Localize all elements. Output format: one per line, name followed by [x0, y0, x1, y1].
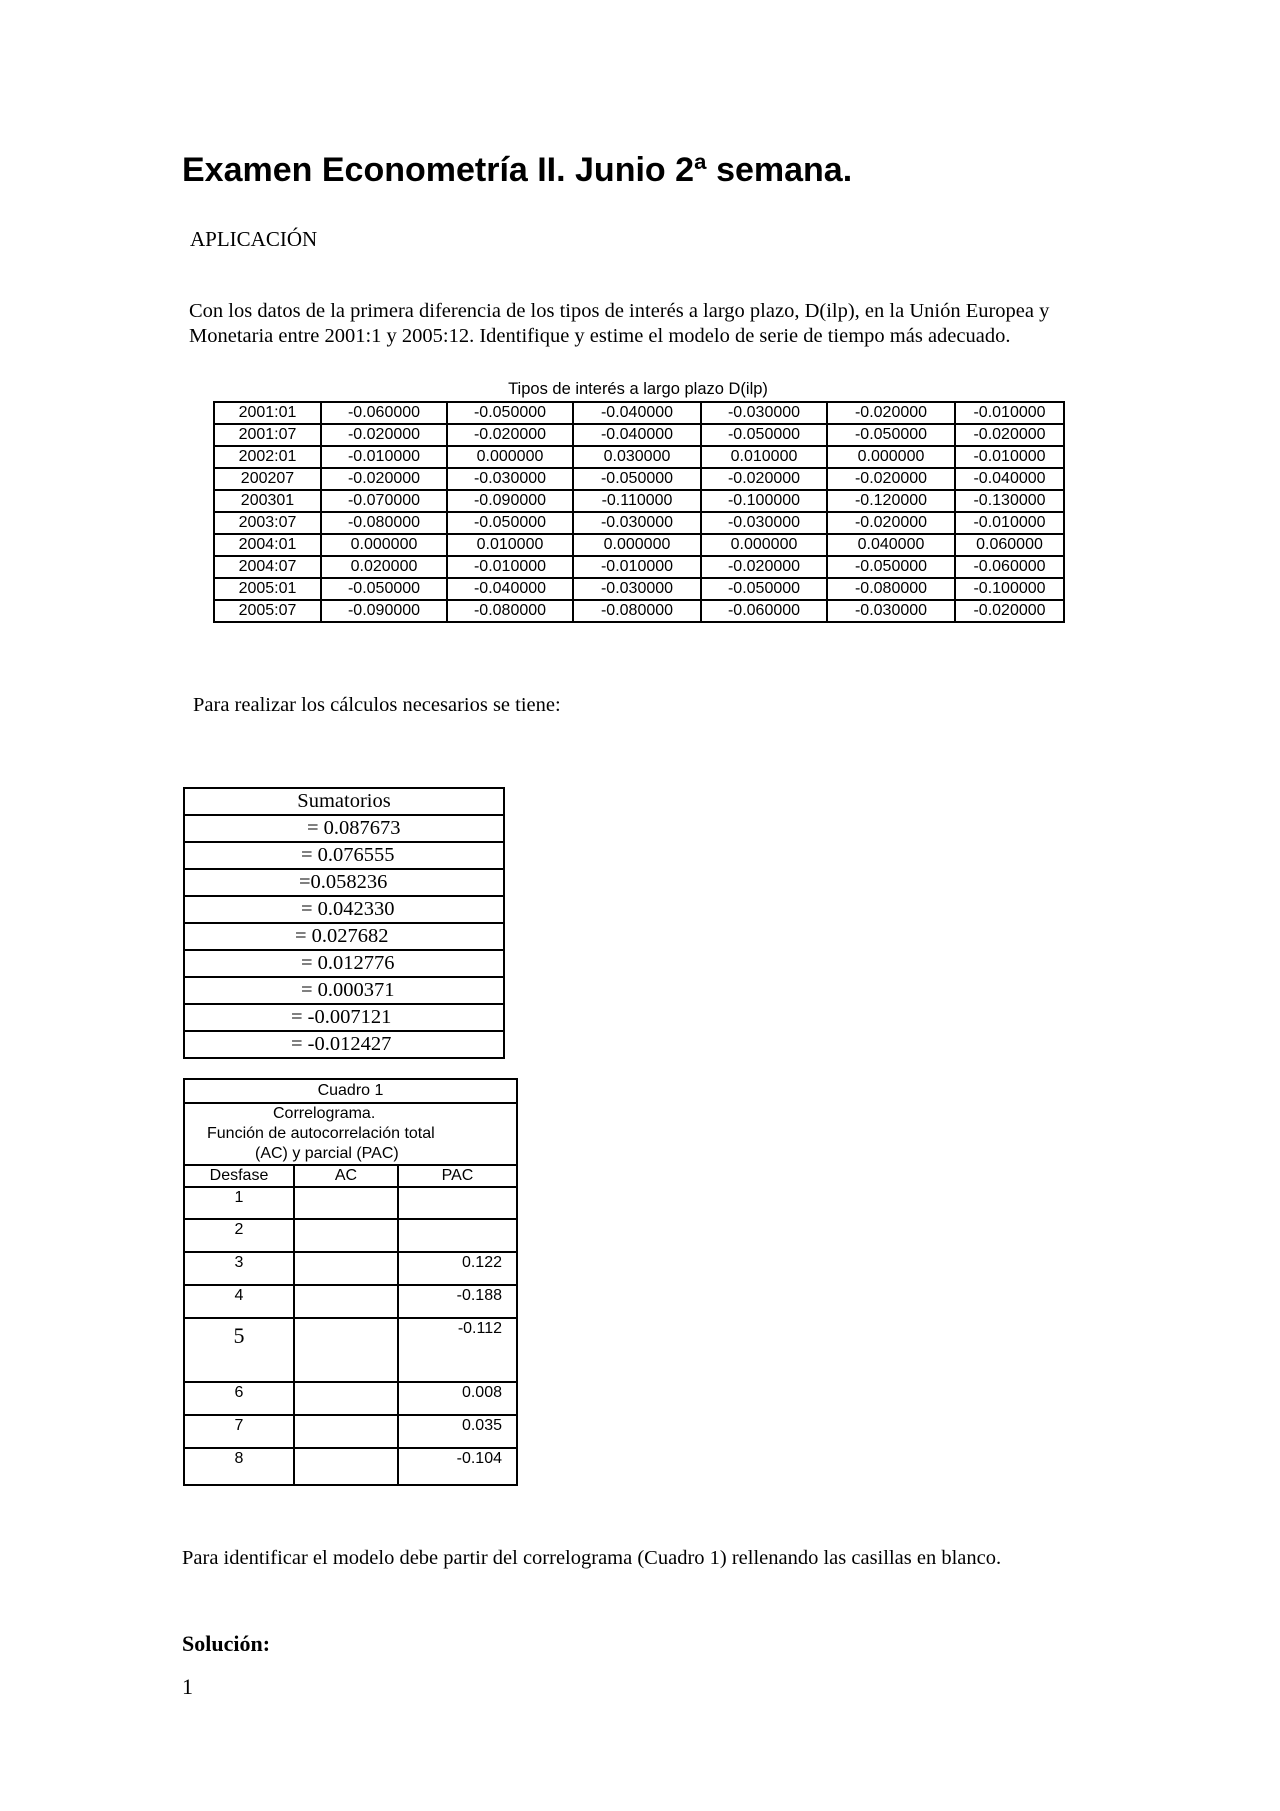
correlogram-header-row [184, 1165, 517, 1187]
correlogram-table [183, 1078, 518, 1486]
correlogram-desc-row [184, 1103, 517, 1165]
correlogram-row [184, 1448, 517, 1485]
rate-cell: -0.030000 [701, 402, 827, 424]
rates-row [214, 446, 1064, 468]
rate-cell: 0.000000 [447, 446, 573, 468]
pac-cell [398, 1187, 517, 1219]
sum-row [184, 1004, 504, 1031]
intro-paragraph: Con los datos de la primera diferencia de los tipos de interés a largo plazo, D(ilp), en la Unión Europea y Monetaria entre 2001:1 y 2005:12. Identifique y estime el modelo de serie de tiempo más adecuado. [189, 300, 1050, 347]
rate-cell: -0.100000 [955, 578, 1064, 600]
rates-row [214, 402, 1064, 424]
lag-cell: 2 [184, 1219, 294, 1252]
sum-value: = 0.027682 [184, 923, 504, 950]
rate-cell: 0.060000 [955, 534, 1064, 556]
pac-cell: -0.112 [398, 1318, 517, 1382]
rates-row [214, 490, 1064, 512]
rate-cell: -0.030000 [573, 578, 701, 600]
rate-cell: -0.080000 [447, 600, 573, 622]
lag-cell: 5 [184, 1318, 294, 1382]
correlogram-title-row [184, 1079, 517, 1103]
rates-row [214, 512, 1064, 534]
period-cell: 2001:07 [214, 424, 321, 446]
calc-intro: Para realizar los cálculos necesarios se tiene: [193, 694, 561, 716]
rate-cell: -0.030000 [827, 600, 955, 622]
sum-row [184, 950, 504, 977]
correlogram-description [184, 1103, 517, 1165]
rate-cell: -0.020000 [955, 600, 1064, 622]
sum-value: = 0.042330 [184, 896, 504, 923]
rates-row [214, 578, 1064, 600]
pac-cell: 0.008 [398, 1382, 517, 1415]
rate-cell: -0.020000 [447, 424, 573, 446]
lag-cell: 1 [184, 1187, 294, 1219]
pac-cell: 0.035 [398, 1415, 517, 1448]
ac-cell [294, 1318, 398, 1382]
rate-cell: -0.020000 [827, 512, 955, 534]
rate-cell: -0.030000 [447, 468, 573, 490]
sum-row [184, 842, 504, 869]
rate-cell: -0.020000 [701, 468, 827, 490]
solution-heading: Solución: [182, 1631, 271, 1656]
correlogram-row [184, 1219, 517, 1252]
rate-cell: 0.010000 [701, 446, 827, 468]
rate-cell: -0.110000 [573, 490, 701, 512]
pac-cell: 0.122 [398, 1252, 517, 1285]
rates-row [214, 556, 1064, 578]
rate-cell: -0.050000 [447, 512, 573, 534]
period-cell: 2004:07 [214, 556, 321, 578]
pac-cell: -0.188 [398, 1285, 517, 1318]
rate-cell: -0.060000 [321, 402, 447, 424]
rate-cell: -0.120000 [827, 490, 955, 512]
lag-cell: 8 [184, 1448, 294, 1485]
col-header-ac: AC [294, 1165, 398, 1187]
correlogram-row [184, 1318, 517, 1382]
rate-cell: 0.020000 [321, 556, 447, 578]
sum-value: = -0.007121 [184, 1004, 504, 1031]
correlogram-row [184, 1415, 517, 1448]
ac-cell [294, 1187, 398, 1219]
rate-cell: -0.020000 [701, 556, 827, 578]
sum-value: = -0.012427 [184, 1031, 504, 1058]
correlogram-row [184, 1252, 517, 1285]
rate-cell: -0.050000 [321, 578, 447, 600]
rate-cell: -0.040000 [955, 468, 1064, 490]
rate-cell: -0.080000 [573, 600, 701, 622]
solution-number: 1 [182, 1674, 193, 1699]
period-cell: 2004:01 [214, 534, 321, 556]
col-header-pac: PAC [398, 1165, 517, 1187]
sum-value: =0.058236 [184, 869, 504, 896]
section-heading: APLICACIÓN [190, 227, 318, 251]
rate-cell: -0.010000 [321, 446, 447, 468]
sum-value: = 0.076555 [184, 842, 504, 869]
sum-value: = 0.000371 [184, 977, 504, 1004]
rate-cell: -0.040000 [573, 424, 701, 446]
ac-cell [294, 1285, 398, 1318]
page-title: Examen Econometría II. Junio 2ª semana. [182, 151, 853, 189]
rate-cell: -0.070000 [321, 490, 447, 512]
rates-row [214, 534, 1064, 556]
lag-cell: 6 [184, 1382, 294, 1415]
period-cell: 200207 [214, 468, 321, 490]
pac-cell: -0.104 [398, 1448, 517, 1485]
correlogram-desc-line: Correlograma. [273, 1105, 376, 1122]
rate-cell: -0.050000 [447, 402, 573, 424]
rate-cell: -0.010000 [955, 512, 1064, 534]
rate-cell: 0.000000 [701, 534, 827, 556]
rate-cell: -0.050000 [701, 424, 827, 446]
rate-cell: -0.010000 [447, 556, 573, 578]
period-cell: 2005:07 [214, 600, 321, 622]
lag-cell: 4 [184, 1285, 294, 1318]
rates-row [214, 600, 1064, 622]
rate-cell: -0.050000 [827, 424, 955, 446]
rates-table-caption: Tipos de interés a largo plazo D(ilp) [508, 380, 768, 398]
correlogram-desc-line: (AC) y parcial (PAC) [255, 1145, 399, 1162]
sums-header: Sumatorios [184, 788, 504, 815]
rate-cell: -0.030000 [573, 512, 701, 534]
rate-cell: 0.010000 [447, 534, 573, 556]
rate-cell: -0.010000 [955, 446, 1064, 468]
period-cell: 2005:01 [214, 578, 321, 600]
rate-cell: -0.050000 [573, 468, 701, 490]
sums-header-row [184, 788, 504, 815]
ac-cell [294, 1415, 398, 1448]
lag-cell: 3 [184, 1252, 294, 1285]
rate-cell: -0.020000 [827, 468, 955, 490]
rate-cell: 0.040000 [827, 534, 955, 556]
period-cell: 200301 [214, 490, 321, 512]
period-cell: 2002:01 [214, 446, 321, 468]
rate-cell: -0.130000 [955, 490, 1064, 512]
correlogram-row [184, 1285, 517, 1318]
sum-value: = 0.087673 [184, 815, 504, 842]
rate-cell: -0.090000 [321, 600, 447, 622]
rate-cell: -0.060000 [701, 600, 827, 622]
rates-row [214, 424, 1064, 446]
sums-table [183, 787, 505, 1059]
ac-cell [294, 1382, 398, 1415]
rate-cell: -0.080000 [321, 512, 447, 534]
period-cell: 2001:01 [214, 402, 321, 424]
correlogram-title: Cuadro 1 [184, 1079, 517, 1103]
ac-cell [294, 1219, 398, 1252]
rate-cell: 0.030000 [573, 446, 701, 468]
pac-cell [398, 1219, 517, 1252]
rate-cell: -0.060000 [955, 556, 1064, 578]
sum-row [184, 1031, 504, 1058]
sum-row [184, 869, 504, 896]
sum-value: = 0.012776 [184, 950, 504, 977]
rate-cell: 0.000000 [321, 534, 447, 556]
sum-row [184, 896, 504, 923]
rate-cell: -0.040000 [447, 578, 573, 600]
rate-cell: 0.000000 [827, 446, 955, 468]
rates-table [213, 401, 1065, 623]
correlogram-row [184, 1382, 517, 1415]
rate-cell: -0.010000 [955, 402, 1064, 424]
rate-cell: -0.040000 [573, 402, 701, 424]
correlogram-row [184, 1187, 517, 1219]
rate-cell: -0.050000 [701, 578, 827, 600]
rate-cell: -0.090000 [447, 490, 573, 512]
rate-cell: -0.020000 [955, 424, 1064, 446]
ac-cell [294, 1252, 398, 1285]
rate-cell: -0.020000 [827, 402, 955, 424]
rate-cell: -0.020000 [321, 468, 447, 490]
lag-cell: 7 [184, 1415, 294, 1448]
sum-row [184, 815, 504, 842]
col-header-lag: Desfase [184, 1165, 294, 1187]
rate-cell: -0.020000 [321, 424, 447, 446]
rate-cell: 0.000000 [573, 534, 701, 556]
rate-cell: -0.050000 [827, 556, 955, 578]
rate-cell: -0.010000 [573, 556, 701, 578]
rate-cell: -0.030000 [701, 512, 827, 534]
rate-cell: -0.100000 [701, 490, 827, 512]
period-cell: 2003:07 [214, 512, 321, 534]
sum-row [184, 923, 504, 950]
correlogram-desc-line: Función de autocorrelación total [207, 1125, 435, 1142]
rate-cell: -0.080000 [827, 578, 955, 600]
rates-row [214, 468, 1064, 490]
identify-instruction: Para identificar el modelo debe partir del correlograma (Cuadro 1) rellenando las casillas en blanco. [182, 1547, 1002, 1569]
ac-cell [294, 1448, 398, 1485]
sum-row [184, 977, 504, 1004]
